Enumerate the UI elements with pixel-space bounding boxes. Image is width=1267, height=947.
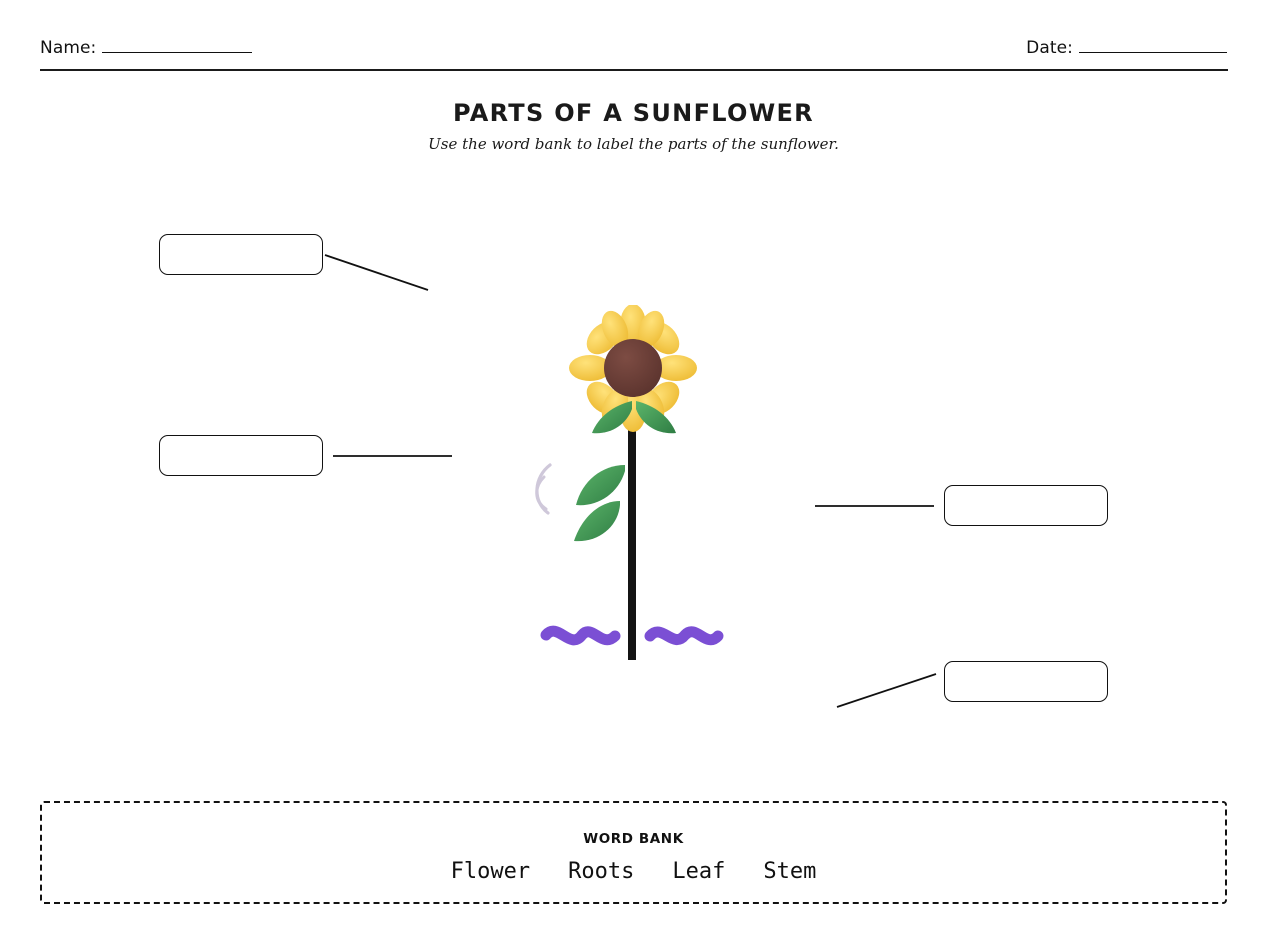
answer-box-flower[interactable] <box>159 234 323 275</box>
date-field-group <box>1026 38 1227 58</box>
answer-box-roots[interactable] <box>944 661 1108 702</box>
leaf-shape <box>537 465 625 541</box>
page-subtitle: Use the word bank to label the parts of the sunflower. <box>428 135 839 153</box>
word-bank-item[interactable]: Leaf <box>672 859 726 884</box>
word-bank <box>40 801 1227 904</box>
word-bank-item[interactable]: Flower <box>450 859 531 884</box>
name-field-group <box>40 38 252 58</box>
sunflower-illustration <box>520 305 750 670</box>
leader-line-flower <box>325 255 428 290</box>
answer-box-leaf[interactable] <box>159 435 323 476</box>
date-label: Date: <box>1026 38 1073 58</box>
word-bank-item[interactable]: Roots <box>568 859 635 884</box>
word-bank-title: WORD BANK <box>583 831 684 847</box>
header-divider <box>40 69 1228 71</box>
stem-shape <box>628 395 636 660</box>
answer-box-stem[interactable] <box>944 485 1108 526</box>
page-title: PARTS OF A SUNFLOWER <box>453 99 814 127</box>
leader-line-roots <box>837 674 936 707</box>
word-bank-item[interactable]: Stem <box>763 859 817 884</box>
header-fields <box>40 38 1227 68</box>
name-input-rule[interactable] <box>102 38 252 53</box>
date-input-rule[interactable] <box>1079 38 1227 53</box>
name-label: Name: <box>40 38 97 58</box>
word-bank-list <box>42 859 1225 884</box>
flower-center <box>604 339 662 397</box>
